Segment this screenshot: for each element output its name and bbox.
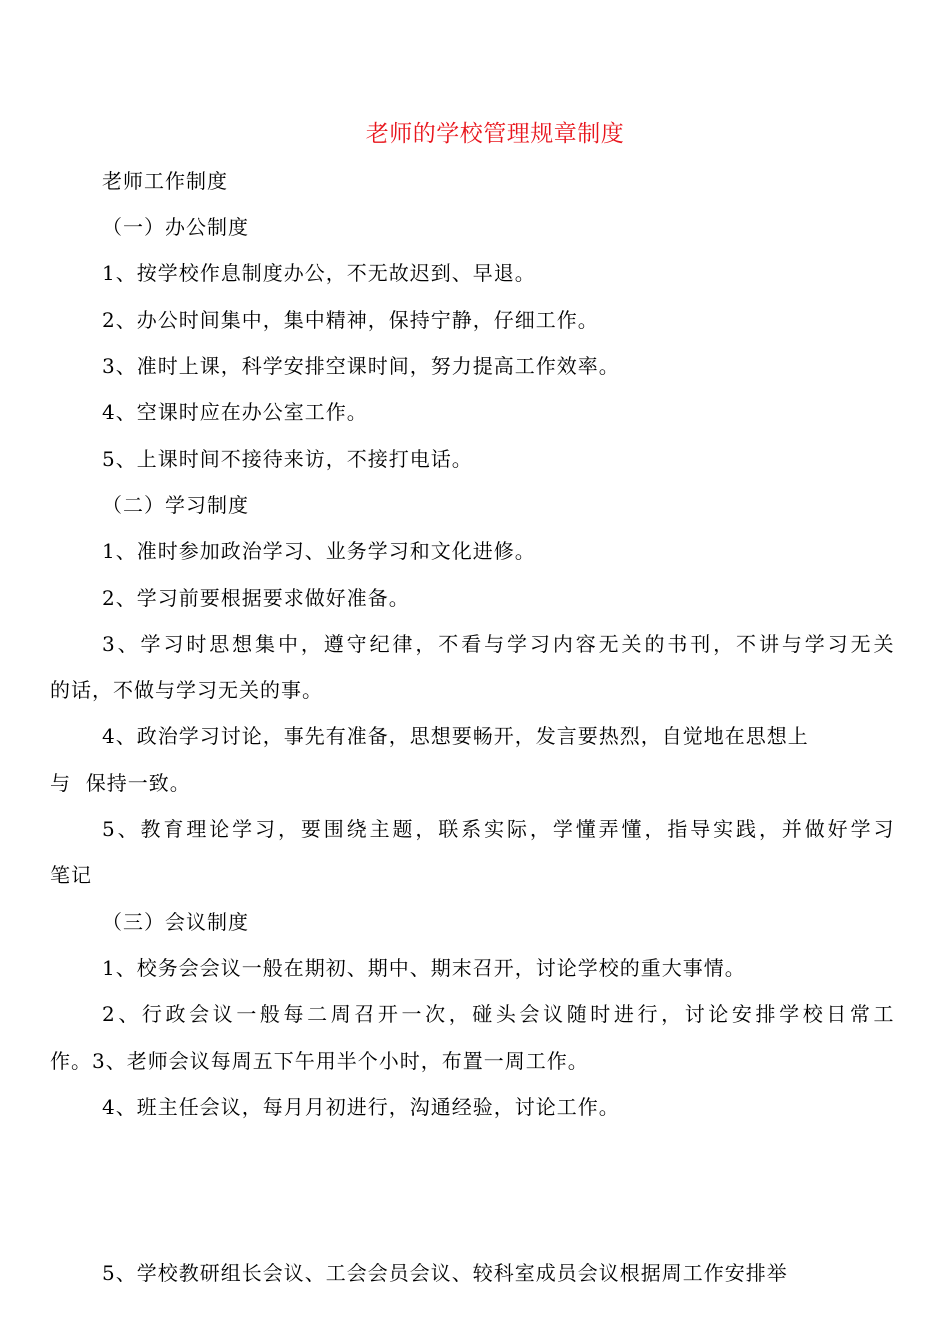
study-item-5-line-1: 5、教育理论学习，要围绕主题，联系实际，学懂弄懂，指导实践，并做好学习 bbox=[102, 817, 894, 841]
meeting-item-5: 5、学校教研组长会议、工会会员会议、较科室成员会议根据周工作安排举 bbox=[102, 1261, 788, 1285]
subsection-heading-study: （二）学习制度 bbox=[102, 493, 249, 517]
office-item-5: 5、上课时间不接待来访，不接打电话。 bbox=[102, 447, 473, 471]
study-item-1: 1、准时参加政治学习、业务学习和文化进修。 bbox=[102, 539, 536, 563]
office-item-1: 1、按学校作息制度办公，不无故迟到、早退。 bbox=[102, 261, 536, 285]
meeting-item-1: 1、校务会会议一般在期初、期中、期末召开，讨论学校的重大事情。 bbox=[102, 956, 746, 980]
office-item-3: 3、准时上课，科学安排空课时间，努力提高工作效率。 bbox=[102, 354, 620, 378]
meeting-item-2-line-1: 2、行政会议一般每二周召开一次，碰头会议随时进行，讨论安排学校日常工 bbox=[102, 1002, 894, 1026]
subsection-heading-office: （一）办公制度 bbox=[102, 215, 249, 239]
office-item-2: 2、办公时间集中，集中精神，保持宁静，仔细工作。 bbox=[102, 308, 599, 332]
study-item-5-line-2: 笔记 bbox=[50, 863, 92, 887]
study-item-3-line-2: 的话，不做与学习无关的事。 bbox=[50, 678, 323, 702]
study-item-4-line-2: 与 保持一致。 bbox=[50, 771, 191, 795]
study-item-2: 2、学习前要根据要求做好准备。 bbox=[102, 586, 410, 610]
meeting-item-4: 4、班主任会议，每月月初进行，沟通经验，讨论工作。 bbox=[102, 1095, 620, 1119]
study-item-3-line-1: 3、学习时思想集中，遵守纪律，不看与学习内容无关的书刊，不讲与学习无关 bbox=[102, 632, 894, 656]
meeting-item-2-line-2: 作。3、老师会议每周五下午用半个小时，布置一周工作。 bbox=[50, 1049, 589, 1073]
study-item-4-line-1: 4、政治学习讨论，事先有准备，思想要畅开，发言要热烈，自觉地在思想上 bbox=[102, 724, 809, 748]
office-item-4: 4、空课时应在办公室工作。 bbox=[102, 400, 368, 424]
document-title: 老师的学校管理规章制度 bbox=[365, 121, 625, 147]
subsection-heading-meeting: （三）会议制度 bbox=[102, 910, 249, 934]
section-heading-teacher-work: 老师工作制度 bbox=[102, 169, 228, 193]
